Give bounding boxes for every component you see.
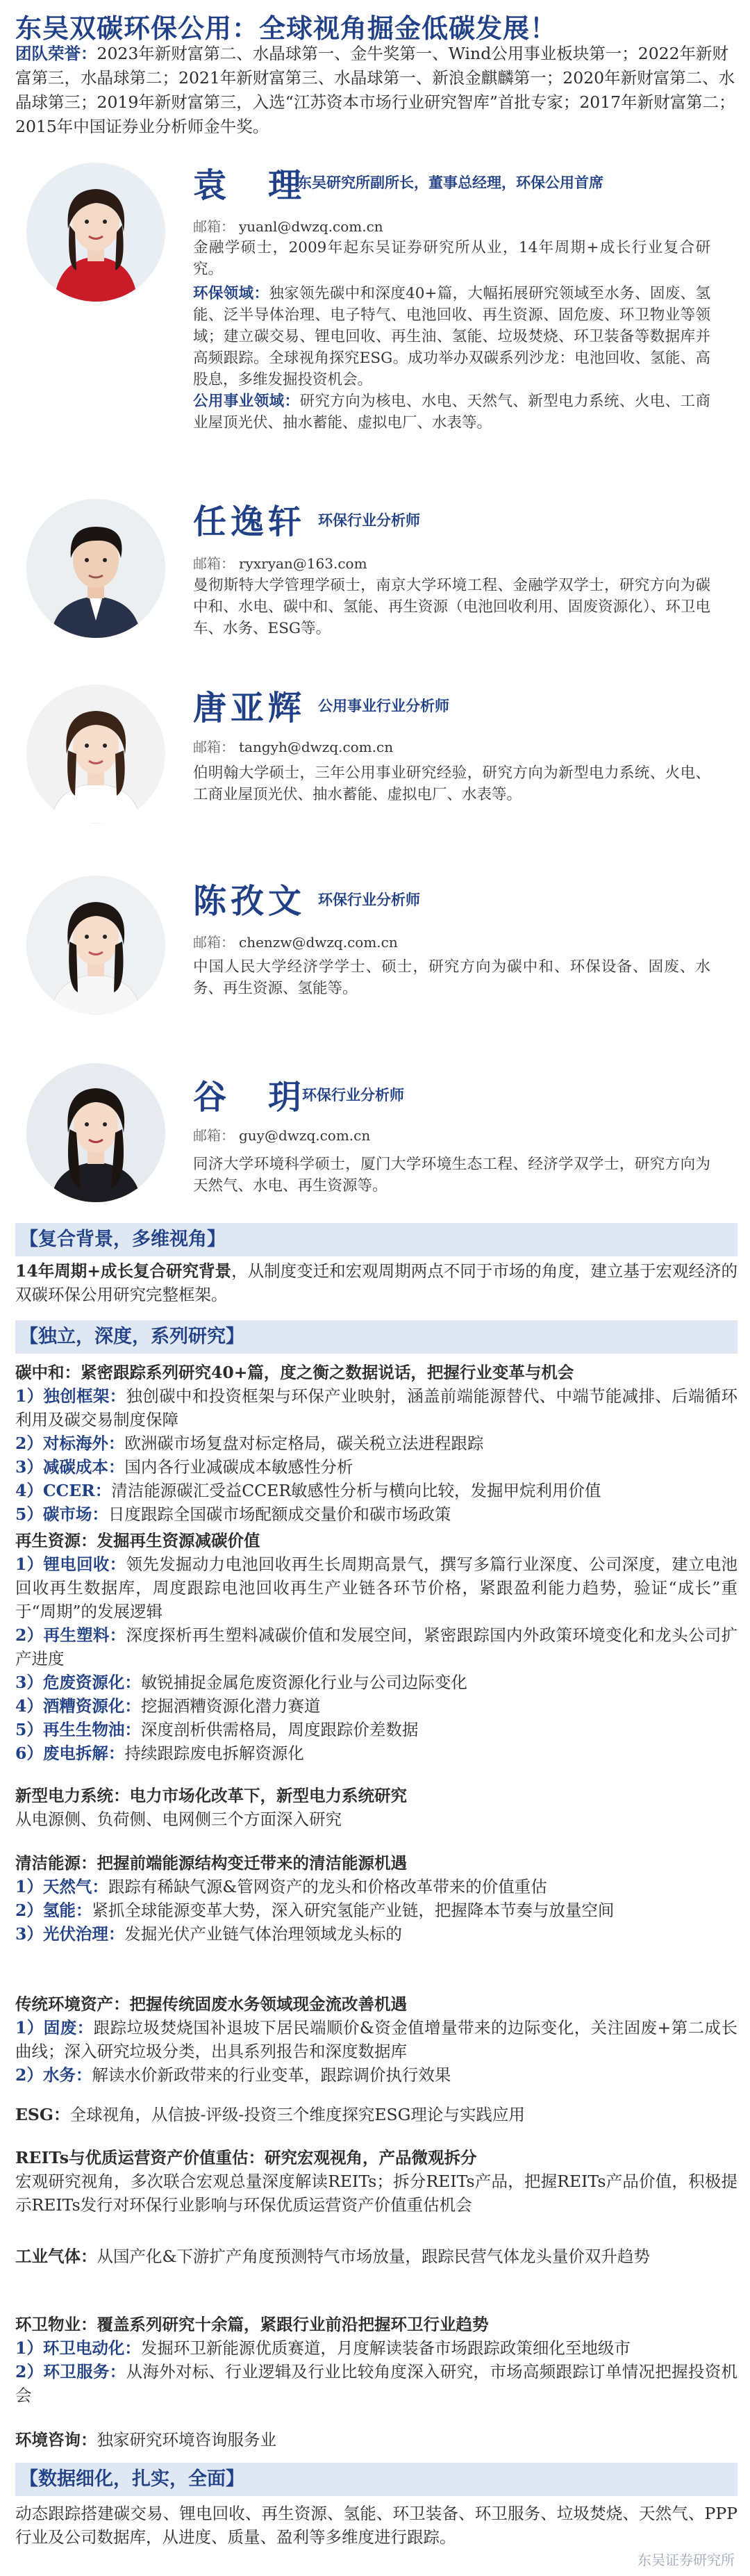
section-header-background: 【复合背景，多维视角】 xyxy=(15,1223,738,1256)
portrait-image xyxy=(26,876,165,1015)
list-item: 4）酒糟资源化：挖掘酒糟资源化潜力赛道 xyxy=(15,1696,321,1716)
consulting-block: 环境咨询：独家研究环境咨询服务业 xyxy=(15,2430,276,2450)
honors-label: 团队荣誉： xyxy=(15,44,97,63)
email-link[interactable]: guy@dwzq.com.cn xyxy=(239,1127,371,1144)
team-honors xyxy=(15,42,738,139)
email-link[interactable]: ryxryan@163.com xyxy=(239,555,367,572)
recycle-head: 再生资源：发掘再生资源减碳价值 xyxy=(15,1531,260,1550)
avatar-analyst-1 xyxy=(26,163,165,302)
carbon-head: 碳中和：紧密跟踪系列研究40+篇，度之衡之数据说话，把握行业变革与机会 xyxy=(15,1363,574,1382)
analyst-email: 邮箱： ryxryan@163.com xyxy=(193,555,367,572)
clean-energy-block: 清洁能源：把握前端能源结构变迁带来的清洁能源机遇 1）天然气：跟踪有稀缺气源&管网资产的龙头和价格改革带来的价值重估 2）氢能：紧抓全球能源变革大势，深入研究氢能产业链，把握降本节奏与放量空间 3）光伏治理：发掘光伏产业链气体治理领域龙头标的 xyxy=(15,1851,738,1946)
analyst-email: 邮箱： yuanl@dwzq.com.cn xyxy=(193,218,383,235)
power-block: 新型电力系统：电力市场化改革下，新型电力系统研究 从电源侧、负荷侧、电网侧三个方面深入研究 xyxy=(15,1786,407,1829)
carbon-block xyxy=(15,1361,738,1526)
analyst-title: 环保行业分析师 xyxy=(318,511,420,529)
email-link[interactable]: tangyh@dwzq.com.cn xyxy=(239,739,394,755)
analyst-name: 任逸轩 xyxy=(193,502,306,541)
utility-text: 研究方向为核电、水电、天然气、新型电力系统、火电、工商业屋顶光伏、抽水蓄能、虚拟电厂、水表等。 xyxy=(193,393,710,432)
email-link[interactable]: chenzw@dwzq.com.cn xyxy=(239,934,398,951)
sanitation-block: 环卫物业：覆盖系列研究十余篇，紧跟行业前沿把握环卫行业趋势 1）环卫电动化：发掘环卫新能源优质赛道，月度解读装备市场跟踪政策细化至地级市 2）环卫服务：从海外对标、行业逻辑及行业比较角度深入研究，市场高频跟踪订单情况把握投资机会 xyxy=(15,2313,738,2407)
list-item: 2）氢能：紧抓全球能源变革大势，深入研究氢能产业链，把握降本节奏与放量空间 xyxy=(15,1901,615,1920)
portrait-image xyxy=(26,499,165,638)
list-item: 1）环卫电动化：发掘环卫新能源优质赛道，月度解读装备市场跟踪政策细化至地级市 xyxy=(15,2338,631,2358)
list-item: 3）减碳成本：国内各行业减碳成本敏感性分析 xyxy=(15,1457,353,1477)
list-item: 1）锂电回收：领先发掘动力电池回收再生长周期高景气，撰写多篇行业深度、公司深度，建立电池回收再生数据库，周度跟踪电池回收再生产业链各环节价格，紧跟盈利能力趋势，验证“成长”重于“周期”的发展逻辑 xyxy=(15,1554,738,1621)
analyst-email: 邮箱： guy@dwzq.com.cn xyxy=(193,1127,371,1144)
list-item: 3）危废资源化：敏锐捕捉金属危废资源化行业与公司边际变化 xyxy=(15,1673,467,1692)
analyst-email: 邮箱： tangyh@dwzq.com.cn xyxy=(193,739,394,755)
analyst-name: 唐亚辉 xyxy=(193,689,306,728)
reits-block: REITs与优质运营资产价值重估：研究宏观视角，产品微观拆分 宏观研究视角，多次联合宏观总量深度解读REITs；拆分REITs产品，把握REITs产品价值，积极提示REITs发行对环保行业影响与环保优质运营资产价值重估机会 xyxy=(15,2148,738,2215)
list-item: 1）独创框架：独创碳中和投资框架与环保产业映射，涵盖前端能源替代、中端节能减排、后端循环利用及碳交易制度保障 xyxy=(15,1386,738,1429)
analyst-title: 环保行业分析师 xyxy=(318,891,420,908)
traditional-assets-block: 传统环境资产：把握传统固废水务领域现金流改善机遇 1）固废：跟踪垃圾焚烧国补退坡下居民端顺价&资金值增量带来的边际变化，关注固废+第二成长曲线；深入研究垃圾分类，出具系列报告和深度数据库 2）水务：解读水价新政带来的行业变革，跟踪调价执行效果 xyxy=(15,1992,738,2087)
analyst-title: 环保行业分析师 xyxy=(302,1086,404,1104)
utility-label: 公用事业领域： xyxy=(193,393,300,410)
analyst-intro: 金融学硕士，2009年起东吴证券研究所从业，14年周期+成长行业复合研究。 xyxy=(193,239,710,278)
list-item: 1）天然气：跟踪有稀缺气源&管网资产的龙头和价格改革带来的价值重估 xyxy=(15,1877,547,1896)
analyst-name: 谷 玥 xyxy=(193,1078,306,1117)
list-item: 6）废电拆解：持续跟踪废电拆解资源化 xyxy=(15,1744,304,1763)
env-text: 独家领先碳中和深度40+篇，大幅拓展研究领域至水务、固废、氢能、泛半导体治理、电子特气、电池回收、再生资源、固危废、环卫物业等领域；建立碳交易、锂电回收、再生油、氢能、垃圾焚烧、环卫装备等数据库并高频跟踪。全球视角探究ESG。成功举办双碳系列沙龙：电池回收、氢能、高股息，多维发掘投资机会。 xyxy=(193,285,710,388)
list-item: 5）碳市场：日度跟踪全国碳市场配额成交量价和碳市场政策 xyxy=(15,1504,451,1524)
portrait-image xyxy=(26,1063,165,1202)
list-item: 3）光伏治理：发掘光伏产业链气体治理领域龙头标的 xyxy=(15,1924,402,1944)
portrait-image xyxy=(26,684,165,823)
honors-text: 2023年新财富第二、水晶球第一、金牛奖第一、Wind公用事业板块第一；2022年新财富第三，水晶球第二；2021年新财富第三、水晶球第一、新浪金麒麟第一；2020年新财富第二、水晶球第三；2019年新财富第三，入选“江苏资本市场行业研究智库”首批专家；2017年新财富第二；2015年中国证券业分析师金牛奖。 xyxy=(15,44,735,136)
esg-block: ESG：全球视角，从信披-评级-投资三个维度探究ESG理论与实践应用 xyxy=(15,2105,525,2124)
avatar-analyst-5 xyxy=(26,1063,165,1202)
analyst-bio xyxy=(193,237,710,434)
analyst-bio: 伯明翰大学硕士，三年公用事业研究经验，研究方向为新型电力系统、火电、工商业屋顶光伏、抽水蓄能、虚拟电厂、水表等。 xyxy=(193,764,710,803)
analyst-title: 东吴研究所副所长，董事总经理，环保公用首席 xyxy=(297,174,603,191)
avatar-analyst-2 xyxy=(26,499,165,638)
section-header-research: 【独立，深度，系列研究】 xyxy=(15,1320,738,1354)
analyst-email: 邮箱： chenzw@dwzq.com.cn xyxy=(193,934,398,951)
industrial-gas-block: 工业气体：从国产化&下游扩产角度预测特气市场放量，跟踪民营气体龙头量价双升趋势 xyxy=(15,2247,650,2266)
list-item: 4）CCER：清洁能源碳汇受益CCER敏感性分析与横向比较，发掘甲烷利用价值 xyxy=(15,1481,601,1500)
recycle-block xyxy=(15,1529,738,1765)
data-text: 动态跟踪搭建碳交易、锂电回收、再生资源、氢能、环卫装备、环卫服务、垃圾焚烧、天然气、PPP行业及公司数据库，从进度、质量、盈利等多维度进行跟踪。 xyxy=(15,2504,738,2547)
analyst-name: 陈孜文 xyxy=(193,882,306,921)
list-item: 2）水务：解读水价新政带来的行业变革，跟踪调价执行效果 xyxy=(15,2065,451,2085)
page-title: 东吴双碳环保公用：全球视角掘金低碳发展！ xyxy=(15,13,558,44)
avatar-analyst-4 xyxy=(26,876,165,1015)
analyst-bio: 同济大学环境科学硕士，厦门大学环境生态工程、经济学双学士，研究方向为天然气、水电、再生资源等。 xyxy=(193,1156,710,1195)
env-label: 环保领域： xyxy=(193,285,269,302)
section-header-data: 【数据细化，扎实，全面】 xyxy=(15,2463,738,2496)
list-item: 2）再生塑料：深度探析再生塑料减碳价值和发展空间，紧密跟踪国内外政策环境变化和龙头公司扩产进度 xyxy=(15,1625,738,1668)
portrait-image xyxy=(26,163,165,302)
email-link[interactable]: yuanl@dwzq.com.cn xyxy=(239,218,383,235)
analyst-bio: 曼彻斯特大学管理学硕士，南京大学环境工程、金融学双学士，研究方向为碳中和、水电、碳中和、氢能、再生资源（电池回收利用、固废资源化）、环卫电车、水务、ESG等。 xyxy=(193,577,710,637)
list-item: 2）环卫服务：从海外对标、行业逻辑及行业比较角度深入研究，市场高频跟踪订单情况把握投资机会 xyxy=(15,2362,738,2405)
analyst-title: 公用事业行业分析师 xyxy=(318,697,449,714)
background-text: 14年周期+成长复合研究背景，从制度变迁和宏观周期两点不同于市场的角度，建立基于宏观经济的双碳环保公用研究完整框架。 xyxy=(15,1261,738,1304)
avatar-analyst-3 xyxy=(26,684,165,823)
list-item: 2）对标海外：欧洲碳市场复盘对标定格局，碳关税立法进程跟踪 xyxy=(15,1434,484,1453)
analyst-name: 袁 理 xyxy=(193,166,306,205)
list-item: 1）固废：跟踪垃圾焚烧国补退坡下居民端顺价&资金值增量带来的边际变化，关注固废+第二成长曲线；深入研究垃圾分类，出具系列报告和深度数据库 xyxy=(15,2018,738,2061)
list-item: 5）再生生物油：深度剖析供需格局，周度跟踪价差数据 xyxy=(15,1720,419,1739)
analyst-bio: 中国人民大学经济学学士、硕士，研究方向为碳中和、环保设备、固废、水务、再生资源、氢能等。 xyxy=(193,958,710,997)
watermark: 东吴证券研究所 xyxy=(638,2552,735,2568)
